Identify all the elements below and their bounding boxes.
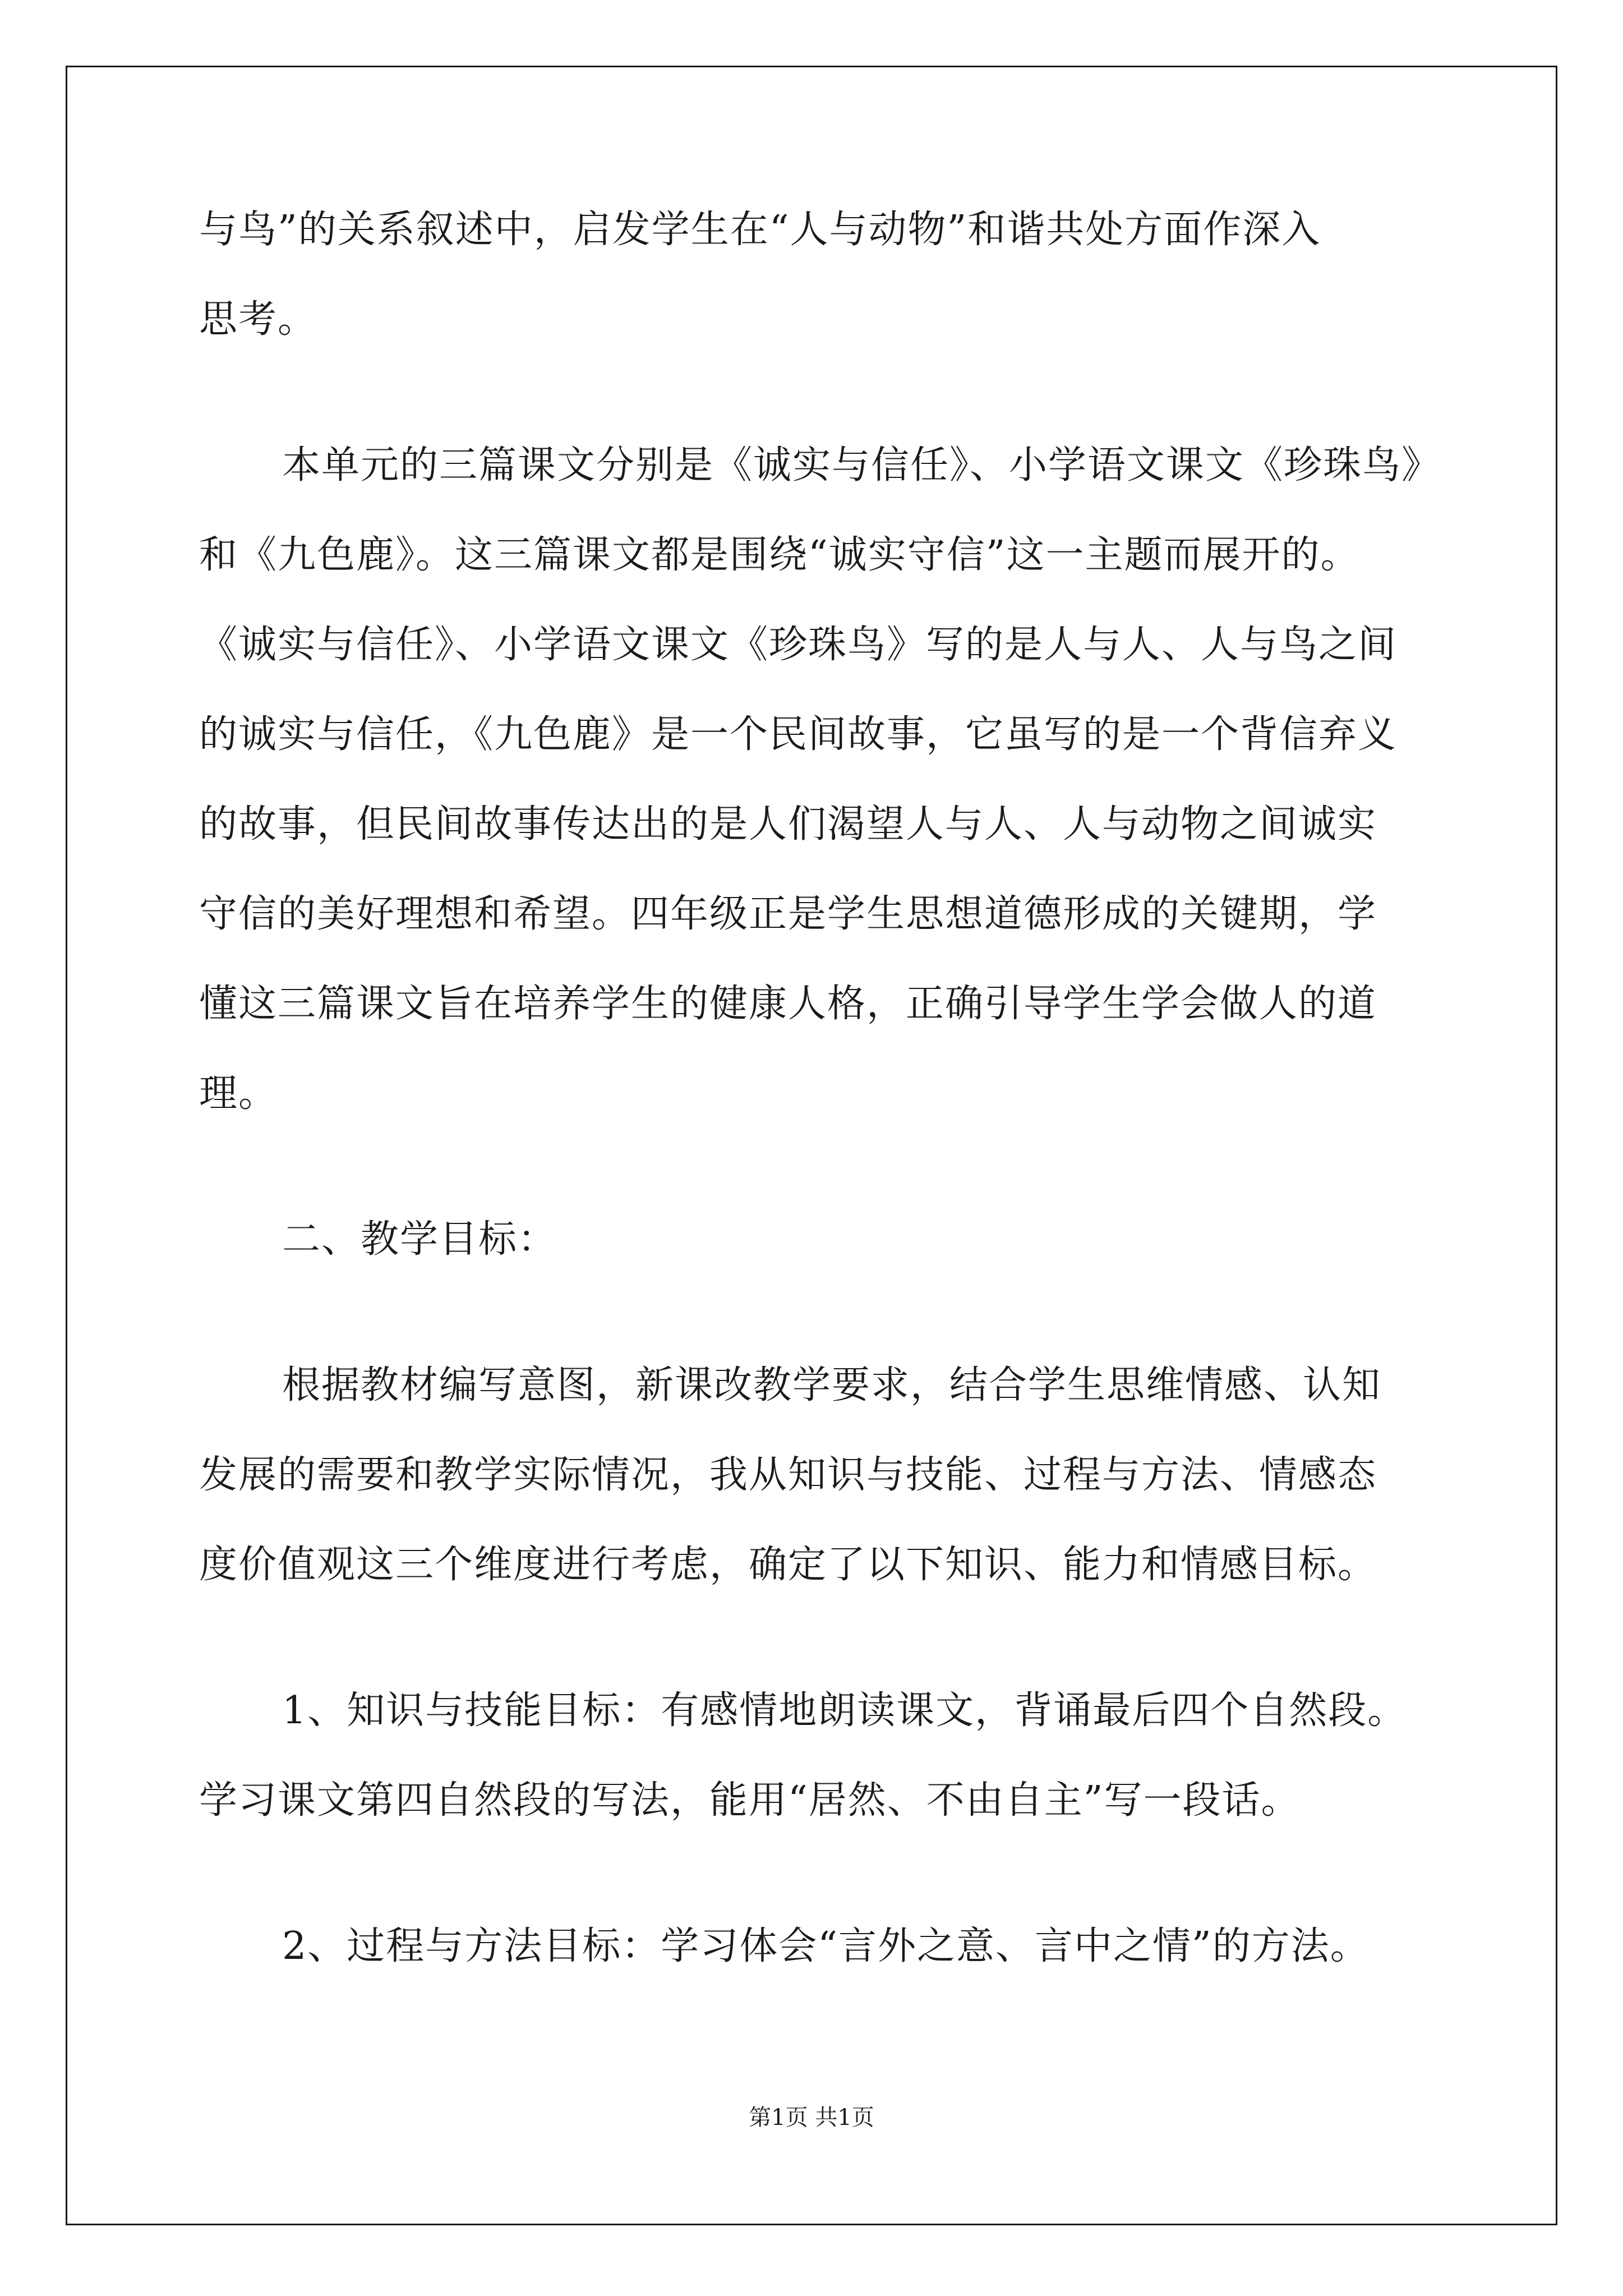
paragraph-start: 本单元的三篇课文分别是《诚实与信任》、小学语文课文《珍珠鸟》 — [282, 443, 1441, 487]
text-line: 《诚实与信任》、小学语文课文《珍珠鸟》写的是人与人、人与鸟之间 — [199, 623, 1398, 667]
text-line: 思考。 — [199, 297, 317, 342]
text-line: 理。 — [199, 1071, 278, 1116]
page-border — [66, 66, 1557, 2225]
text-line: 发展的需要和教学实际情况，我从知识与技能、过程与方法、情感态 — [199, 1453, 1377, 1497]
section-heading: 二、教学目标： — [282, 1217, 557, 1262]
page-number-footer: 第1页 共1页 — [749, 2105, 874, 2131]
text-line: 的诚实与信任，《九色鹿》是一个民间故事，它虽写的是一个背信弃义 — [199, 712, 1398, 757]
text-line: 学习课文第四自然段的写法，能用“居然、不由自主”写一段话。 — [199, 1778, 1301, 1823]
text-line: 懂这三篇课文旨在培养学生的健康人格，正确引导学生学会做人的道 — [199, 982, 1377, 1026]
text-line: 和《九色鹿》。这三篇课文都是围绕“诚实守信”这一主题而展开的。 — [199, 533, 1360, 577]
text-line: 的故事，但民间故事传达出的是人们渴望人与人、人与动物之间诚实 — [199, 802, 1377, 846]
text-line: 与鸟”的关系叙述中，启发学生在“人与动物”和谐共处方面作深入 — [199, 208, 1321, 252]
paragraph-start: 2、过程与方法目标：学习体会“言外之意、言中之情”的方法。 — [282, 1924, 1370, 1968]
paragraph-start: 1、知识与技能目标：有感情地朗读课文，背诵最后四个自然段。 — [282, 1688, 1407, 1733]
paragraph-start: 根据教材编写意图，新课改教学要求，结合学生思维情感、认知 — [282, 1363, 1382, 1407]
text-line: 度价值观这三个维度进行考虑，确定了以下知识、能力和情感目标。 — [199, 1543, 1377, 1587]
text-line: 守信的美好理想和希望。四年级正是学生思想道德形成的关键期，学 — [199, 892, 1377, 936]
